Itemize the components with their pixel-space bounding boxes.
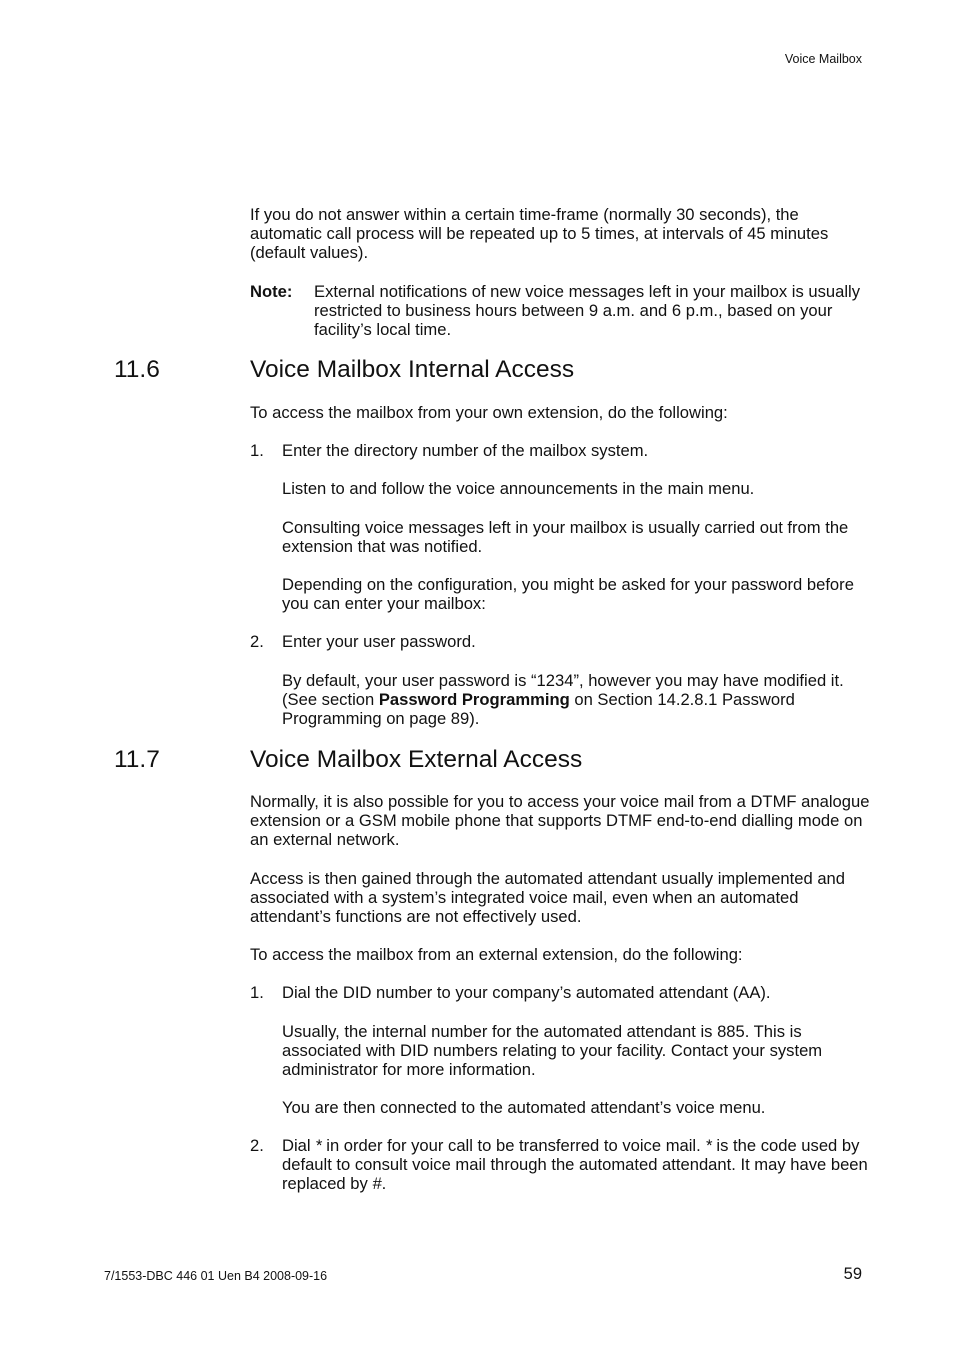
- step-paragraph: [282, 671, 872, 729]
- step-number: 1.: [250, 983, 264, 1002]
- text-segment: Dial: [282, 1136, 316, 1155]
- step-text: Enter your user password.: [282, 632, 476, 651]
- step-paragraph: Listen to and follow the voice announcements in the main menu.: [282, 479, 755, 498]
- text-segment: on Section 14.2.8.1 Password Programming on page 89).: [282, 690, 795, 729]
- text-segment: By default, your user password is “1234”, however you may have modified it. (See section: [282, 671, 844, 710]
- section-title: Voice Mailbox External Access: [250, 746, 583, 773]
- star-key: *: [705, 1136, 712, 1155]
- step-number: 2.: [250, 632, 264, 651]
- section-number: 11.7: [114, 746, 160, 773]
- star-key: *: [315, 1136, 322, 1155]
- step-number: 2.: [250, 1136, 264, 1155]
- note-label: Note:: [250, 282, 293, 301]
- document-id: 7/1553-DBC 446 01 Uen B4 2008-09-16: [104, 1269, 328, 1283]
- section-paragraph: Access is then gained through the automated attendant usually implemented and associated with a system’s integrated voice mail, even when an automated attendant’s functions are not effectively used.: [250, 869, 846, 927]
- step-paragraph: You are then connected to the automated attendant’s voice menu.: [282, 1098, 766, 1117]
- text-segment: is the code used by default to consult voice mail through the automated attendant. It may have been replaced by: [282, 1136, 868, 1194]
- step-paragraph: Consulting voice messages left in your mailbox is usually carried out from the extension that was notified.: [282, 518, 849, 557]
- page-number: 59: [843, 1265, 862, 1283]
- cross-reference: Password Programming: [378, 690, 570, 710]
- section-title: Voice Mailbox Internal Access: [250, 356, 575, 383]
- section-paragraph: Normally, it is also possible for you to access your voice mail from a DTMF analogue extension or a GSM mobile phone that supports DTMF end-to-end dialling mode on an external network.: [250, 792, 870, 850]
- step-paragraph: Usually, the internal number for the automated attendant is 885. This is associated with DID numbers relating to your facility. Contact your system administrator for more information.: [282, 1022, 823, 1080]
- running-header: Voice Mailbox: [784, 52, 862, 66]
- note-text: External notifications of new voice messages left in your mailbox is usually restricted to business hours between 9 a.m. and 6 p.m., based on your facility’s local time.: [314, 282, 861, 340]
- step-paragraph: [282, 1136, 872, 1194]
- step-number: 1.: [250, 441, 264, 460]
- section-lead: To access the mailbox from your own extension, do the following:: [250, 403, 728, 422]
- hash-key: #: [372, 1174, 382, 1194]
- intro-paragraph: If you do not answer within a certain time-frame (normally 30 seconds), the automatic call process will be repeated up to 5 times, at intervals of 45 minutes (default values).: [250, 205, 829, 263]
- section-lead: To access the mailbox from an external extension, do the following:: [250, 945, 743, 964]
- step-paragraph: Depending on the configuration, you might be asked for your password before you can enter your mailbox:: [282, 575, 854, 614]
- text-segment: .: [381, 1174, 387, 1194]
- section-number: 11.6: [114, 356, 160, 383]
- step-text: Dial the DID number to your company’s automated attendant (AA).: [282, 983, 771, 1002]
- text-segment: in order for your call to be transferred to voice mail.: [321, 1136, 706, 1155]
- step-text: Enter the directory number of the mailbox system.: [282, 441, 649, 460]
